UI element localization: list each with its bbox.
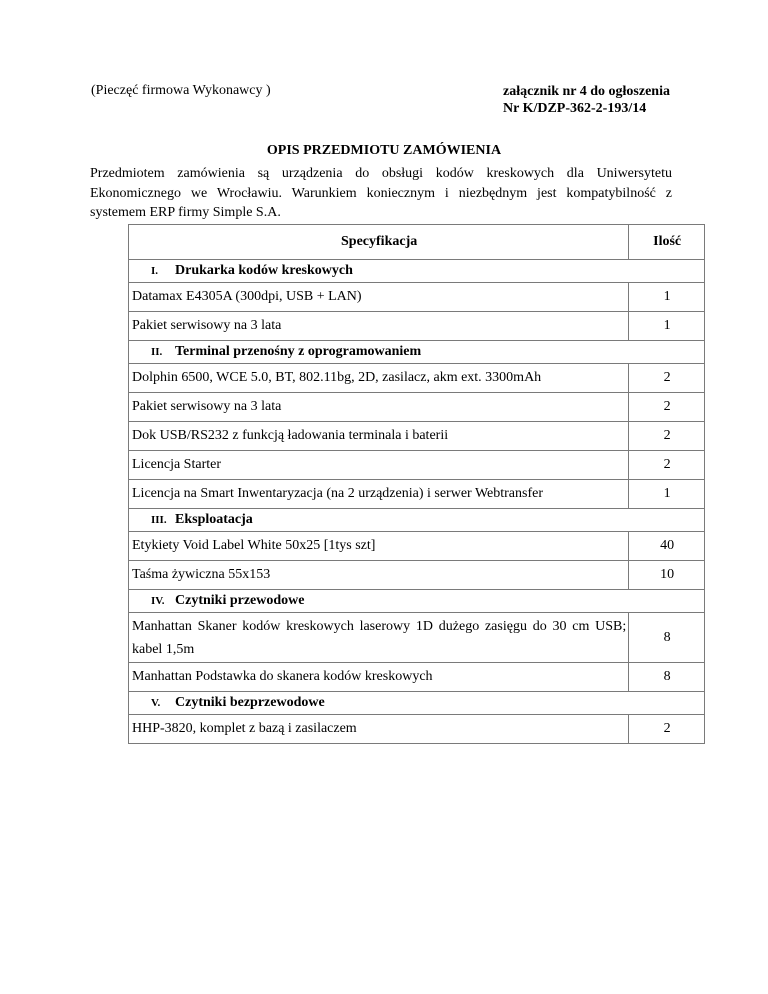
item-description: Dolphin 6500, WCE 5.0, BT, 802.11bg, 2D, zasilacz, akm ext. 3300mAh bbox=[129, 364, 629, 393]
intro-paragraph bbox=[90, 164, 672, 223]
col-header-spec: Specyfikacja bbox=[129, 225, 629, 260]
section-row bbox=[129, 509, 705, 532]
item-description: Pakiet serwisowy na 3 lata bbox=[129, 312, 629, 341]
table-row bbox=[129, 393, 705, 422]
item-quantity: 1 bbox=[629, 480, 705, 509]
item-description: Dok USB/RS232 z funkcją ładowania terminala i baterii bbox=[129, 422, 629, 451]
item-description: Licencja na Smart Inwentaryzacja (na 2 urządzenia) i serwer Webtransfer bbox=[129, 480, 629, 509]
section-number: I. bbox=[151, 265, 159, 277]
item-quantity: 2 bbox=[629, 451, 705, 480]
section-heading bbox=[129, 692, 705, 715]
section-row bbox=[129, 590, 705, 613]
section-title: Drukarka kodów kreskowych bbox=[175, 263, 353, 278]
section-heading bbox=[129, 590, 705, 613]
annex-reference bbox=[503, 83, 670, 117]
item-quantity: 2 bbox=[629, 422, 705, 451]
table-row bbox=[129, 480, 705, 509]
section-number: IV. bbox=[151, 595, 165, 607]
section-number: II. bbox=[151, 346, 163, 358]
table-row bbox=[129, 451, 705, 480]
table-row bbox=[129, 715, 705, 744]
section-number: III. bbox=[151, 514, 167, 526]
section-row bbox=[129, 692, 705, 715]
section-title: Czytniki przewodowe bbox=[175, 593, 305, 608]
item-description: Taśma żywiczna 55x153 bbox=[129, 561, 629, 590]
table-row bbox=[129, 561, 705, 590]
item-quantity: 8 bbox=[629, 613, 705, 663]
item-quantity: 8 bbox=[629, 663, 705, 692]
col-header-qty: Ilość bbox=[629, 225, 705, 260]
item-quantity: 2 bbox=[629, 364, 705, 393]
item-quantity: 2 bbox=[629, 715, 705, 744]
item-description: HHP-3820, komplet z bazą i zasilaczem bbox=[129, 715, 629, 744]
intro-line-3: systemem ERP firmy Simple S.A. bbox=[90, 205, 281, 220]
table-row bbox=[129, 613, 705, 663]
company-stamp-label: (Pieczęć firmowa Wykonawcy ) bbox=[91, 83, 271, 98]
section-title: Czytniki bezprzewodowe bbox=[175, 695, 325, 710]
section-row bbox=[129, 341, 705, 364]
annex-line-2: Nr K/DZP-362-2-193/14 bbox=[503, 101, 647, 116]
section-title: Terminal przenośny z oprogramowaniem bbox=[175, 344, 422, 359]
section-heading bbox=[129, 509, 705, 532]
item-description: Manhattan Skaner kodów kreskowych laserowy 1D dużego zasięgu do 30 cm USB; kabel 1,5m bbox=[129, 613, 629, 663]
item-quantity: 10 bbox=[629, 561, 705, 590]
table-row bbox=[129, 663, 705, 692]
section-heading bbox=[129, 260, 705, 283]
annex-line-1: załącznik nr 4 do ogłoszenia bbox=[503, 84, 670, 99]
document-title: OPIS PRZEDMIOTU ZAMÓWIENIA bbox=[266, 143, 502, 158]
table-row bbox=[129, 364, 705, 393]
item-quantity: 1 bbox=[629, 283, 705, 312]
section-title: Eksploatacja bbox=[175, 512, 253, 527]
item-description: Etykiety Void Label White 50x25 [1tys szt] bbox=[129, 532, 629, 561]
item-quantity: 1 bbox=[629, 312, 705, 341]
table-row bbox=[129, 312, 705, 341]
section-row bbox=[129, 260, 705, 283]
item-quantity: 40 bbox=[629, 532, 705, 561]
table-row bbox=[129, 422, 705, 451]
section-heading bbox=[129, 341, 705, 364]
item-description: Manhattan Podstawka do skanera kodów kreskowych bbox=[129, 663, 629, 692]
intro-line-1: Przedmiotem zamówienia są urządzenia do obsługi kodów kreskowych dla Uniwersytetu bbox=[90, 166, 672, 181]
item-description: Licencja Starter bbox=[129, 451, 629, 480]
table-row bbox=[129, 283, 705, 312]
intro-line-2: Ekonomicznego we Wrocławiu. Warunkiem koniecznym i niezbędnym jest kompatybilność z bbox=[90, 185, 672, 201]
section-number: V. bbox=[151, 697, 161, 709]
table-row bbox=[129, 532, 705, 561]
item-description: Datamax E4305A (300dpi, USB + LAN) bbox=[129, 283, 629, 312]
item-quantity: 2 bbox=[629, 393, 705, 422]
specification-table bbox=[128, 224, 705, 744]
table-header-row bbox=[129, 225, 705, 260]
item-description: Pakiet serwisowy na 3 lata bbox=[129, 393, 629, 422]
